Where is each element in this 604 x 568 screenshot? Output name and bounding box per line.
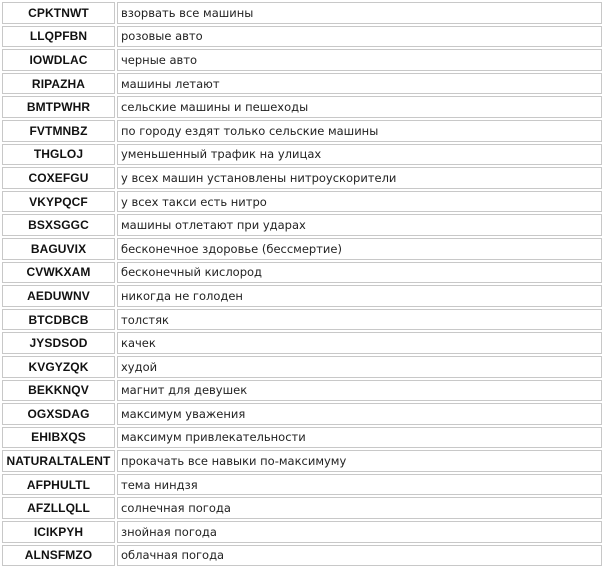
cheat-code: CVWKXAM	[2, 262, 115, 284]
cheat-code: LLQPFBN	[2, 26, 115, 48]
cheat-code: CPKTNWT	[2, 2, 115, 24]
table-row	[2, 191, 602, 213]
cheat-code: BAGUVIX	[2, 238, 115, 260]
cheat-code: BSXSGGC	[2, 214, 115, 236]
cheat-code: FVTMNBZ	[2, 120, 115, 142]
cheat-description: черные авто	[117, 49, 602, 71]
cheat-code: NATURALTALENT	[2, 450, 115, 472]
table-row	[2, 214, 602, 236]
cheat-code: AEDUWNV	[2, 285, 115, 307]
cheat-description: у всех машин установлены нитроускорители	[117, 167, 602, 189]
table-row	[2, 262, 602, 284]
table-row	[2, 309, 602, 331]
cheat-code: KVGYZQK	[2, 356, 115, 378]
cheat-description: худой	[117, 356, 602, 378]
cheat-description: солнечная погода	[117, 497, 602, 519]
table-row	[2, 96, 602, 118]
table-row	[2, 497, 602, 519]
table-row	[2, 49, 602, 71]
cheat-description: тема ниндзя	[117, 474, 602, 496]
table-row	[2, 120, 602, 142]
cheat-codes-body	[2, 2, 602, 566]
table-row	[2, 427, 602, 449]
table-row	[2, 474, 602, 496]
cheat-description: машины летают	[117, 73, 602, 95]
table-row	[2, 144, 602, 166]
cheat-code: IOWDLAC	[2, 49, 115, 71]
table-row	[2, 238, 602, 260]
cheat-description: бесконечное здоровье (бессмертие)	[117, 238, 602, 260]
cheat-description: бесконечный кислород	[117, 262, 602, 284]
cheat-code: VKYPQCF	[2, 191, 115, 213]
cheat-code: ICIKPYH	[2, 521, 115, 543]
cheat-code: OGXSDAG	[2, 403, 115, 425]
table-row	[2, 332, 602, 354]
cheat-code: EHIBXQS	[2, 427, 115, 449]
cheat-description: максимум привлекательности	[117, 427, 602, 449]
table-row	[2, 403, 602, 425]
cheat-code: BMTPWHR	[2, 96, 115, 118]
cheat-description: максимум уважения	[117, 403, 602, 425]
table-row	[2, 380, 602, 402]
cheat-description: сельские машины и пешеходы	[117, 96, 602, 118]
cheat-description: знойная погода	[117, 521, 602, 543]
table-row	[2, 545, 602, 567]
cheat-code: AFPHULTL	[2, 474, 115, 496]
cheat-code: COXEFGU	[2, 167, 115, 189]
cheat-description: машины отлетают при ударах	[117, 214, 602, 236]
cheat-code: JYSDSOD	[2, 332, 115, 354]
cheat-description: розовые авто	[117, 26, 602, 48]
cheat-description: по городу ездят только сельские машины	[117, 120, 602, 142]
cheat-code: RIPAZHA	[2, 73, 115, 95]
cheat-code: THGLOJ	[2, 144, 115, 166]
cheat-description: прокачать все навыки по-максимуму	[117, 450, 602, 472]
table-row	[2, 285, 602, 307]
table-row	[2, 521, 602, 543]
table-row	[2, 167, 602, 189]
cheat-description: взорвать все машины	[117, 2, 602, 24]
cheat-code: AFZLLQLL	[2, 497, 115, 519]
cheat-description: толстяк	[117, 309, 602, 331]
cheat-description: у всех такси есть нитро	[117, 191, 602, 213]
table-row	[2, 26, 602, 48]
cheat-description: магнит для девушек	[117, 380, 602, 402]
cheat-code: ALNSFMZO	[2, 545, 115, 567]
cheat-description: качек	[117, 332, 602, 354]
cheat-description: никогда не голоден	[117, 285, 602, 307]
table-row	[2, 2, 602, 24]
cheat-description: облачная погода	[117, 545, 602, 567]
cheat-code: BEKKNQV	[2, 380, 115, 402]
table-row	[2, 450, 602, 472]
cheat-code: BTCDBCB	[2, 309, 115, 331]
table-row	[2, 73, 602, 95]
table-row	[2, 356, 602, 378]
cheat-description: уменьшенный трафик на улицах	[117, 144, 602, 166]
